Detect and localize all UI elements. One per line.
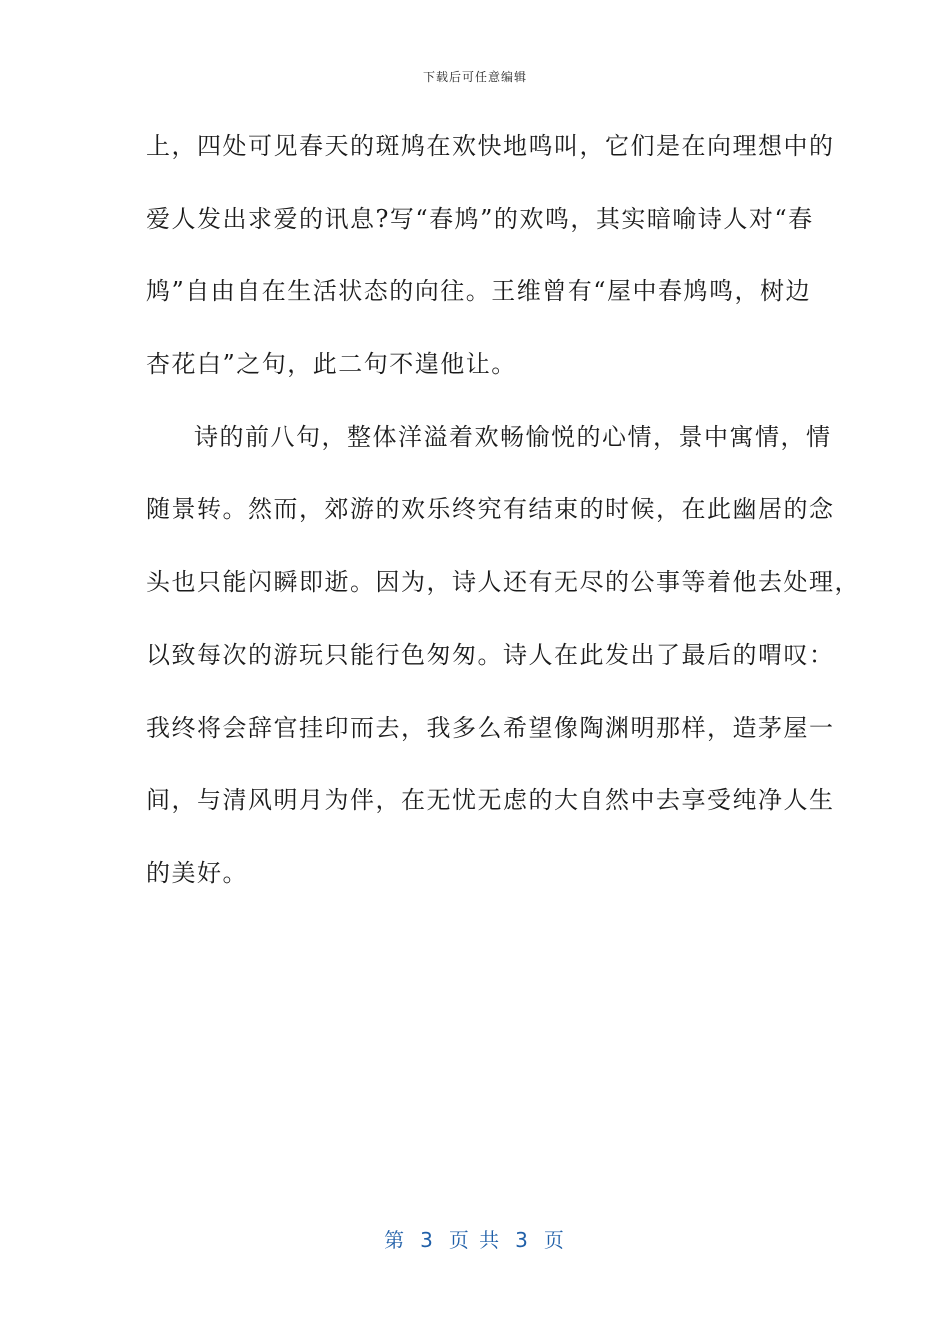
- document-body: [146, 117, 860, 917]
- footer-label-end: 页: [543, 1228, 566, 1252]
- page-footer: [0, 1224, 950, 1253]
- text-line: 杏花白”之句，此二句不遑他让。: [146, 350, 517, 379]
- paragraph-first-line: 诗的前八句，整体洋溢着欢畅愉悦的心情，景中寓情，情: [194, 422, 832, 451]
- text-line: 头也只能闪瞬即逝。因为，诗人还有无尽的公事等着他去处理，: [146, 568, 860, 597]
- text-line: 随景转。然而，郊游的欢乐终究有结束的时候，在此幽居的念: [146, 495, 835, 524]
- text-line: 上，四处可见春天的斑鸠在欢快地鸣叫，它们是在向理想中的: [146, 132, 835, 160]
- footer-label-page: 第: [384, 1228, 407, 1252]
- text-line: 间，与清风明月为伴，在无忧无虑的大自然中去享受纯净人生: [146, 786, 835, 815]
- header-text: 下载后可任意编辑: [422, 70, 527, 84]
- footer-total-pages: 3: [515, 1228, 530, 1252]
- text-line: 爱人发出求爱的讯息?写“春鸠”的欢鸣，其实暗喻诗人对“春: [146, 204, 814, 233]
- text-line: 以致每次的游玩只能行色匆匆。诗人在此发出了最后的喟叹：: [146, 640, 835, 669]
- text-line: 鸠”自由自在生活状态的向往。王维曾有“屋中春鸠鸣，树边: [146, 277, 812, 306]
- text-line: 的美好。: [146, 858, 248, 887]
- footer-label-of: 页 共: [448, 1228, 502, 1252]
- page-header: [0, 68, 950, 85]
- text-line: 我终将会辞官挂印而去，我多么希望像陶渊明那样，造茅屋一: [146, 713, 835, 742]
- footer-current-page: 3: [420, 1228, 435, 1252]
